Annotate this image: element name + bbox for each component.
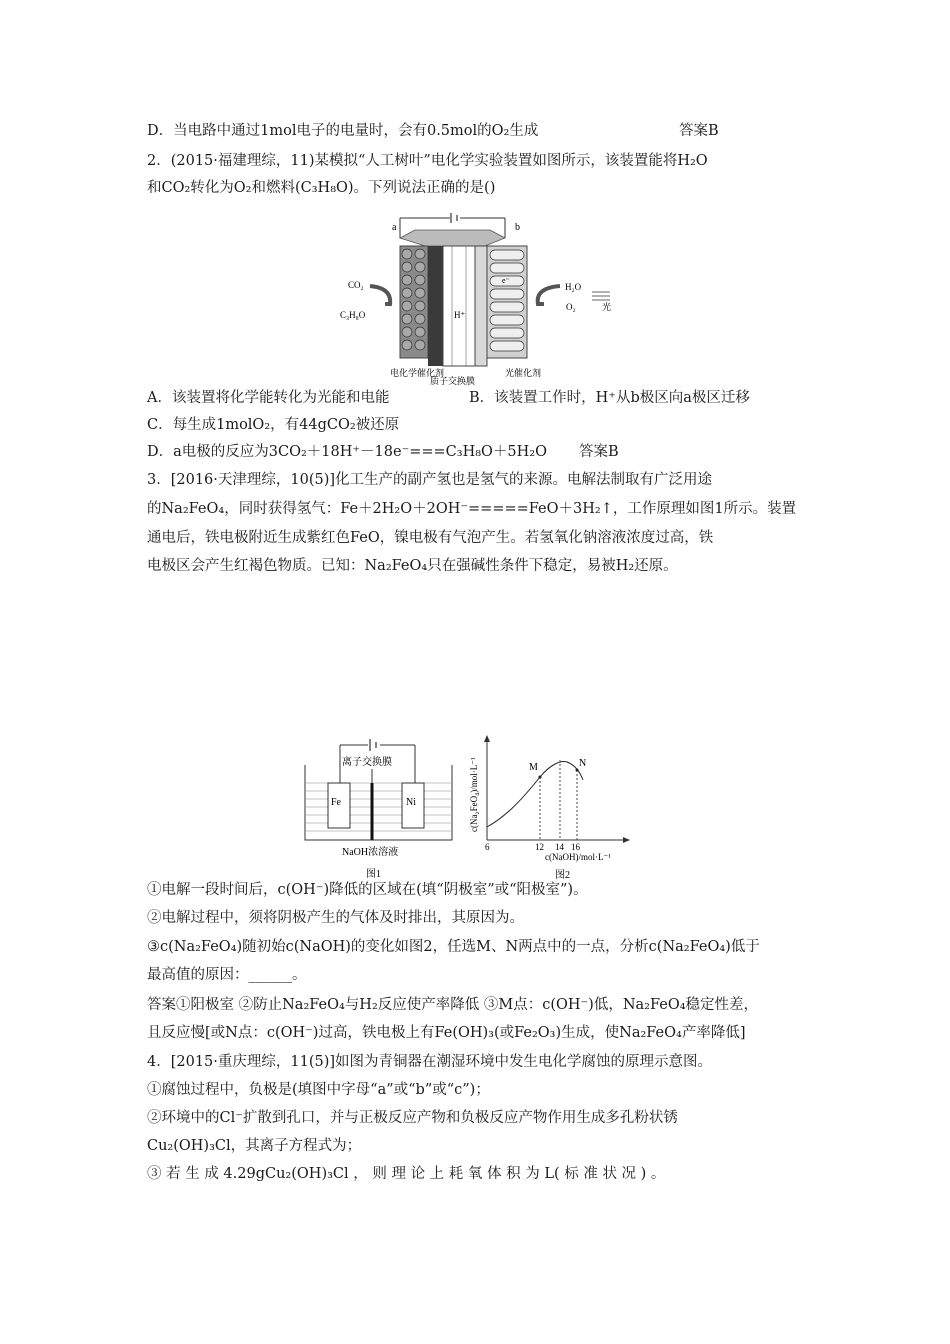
option-d: D．a电极的反应为3CO₂＋18H⁺－18e⁻===C₃H₈O＋5H₂O [147,444,547,460]
fig2-point-m: M [529,762,538,773]
option-d-prev: D．当电路中通过1mol电子的电量时，会有0.5mol的O₂生成 [147,123,539,139]
q3-stem-3: 通电后，铁电极附近生成紫红色FeO，镍电极有气泡产生。若氢氧化钠溶液浓度过高，铁 [147,530,714,546]
q4-sub1: ①腐蚀过程中，负极是(填图中字母“a”或“b”或“c”)； [147,1082,490,1098]
q3-stem-2: 的Na₂FeO₄，同时获得氢气：Fe＋2H₂O＋2OH⁻=====FeO＋3H₂↑，工作原理如图1所示。装置 [147,501,797,517]
fig2-caption: 图2 [555,870,570,881]
q2-stem-2: 和CO₂转化为O₂和燃料(C₃H₈O)。下列说法正确的是() [147,180,496,196]
answer-q2: 答案B [579,444,619,460]
q4-sub3: ③ 若 生 成 4.29gCu₂(OH)₃Cl ， 则 理 论 上 耗 氧 体 积 为 L( 标 准 状 况 ) 。 [147,1166,666,1182]
label-o2: O₂ [566,302,576,312]
label-eminus: e⁻ [502,276,510,285]
option-a: A．该装置将化学能转化为光能和电能 [147,390,390,406]
label-cat-right: 光催化剂 [505,368,542,378]
fig1-electrolysis [300,735,460,883]
label-a: a [392,222,397,233]
fig2-tick-14: 14 [555,842,564,852]
label-cat-left: 电化学催化剂 [390,368,445,378]
q3-sub3-a: ③c(Na₂FeO₄)随初始c(NaOH)的变化如图2，任选M、N两点中的一点，分析c(Na₂FeO₄)低于 [147,939,760,955]
q4-sub2-b: Cu₂(OH)₃Cl，其离子方程式为； [147,1138,362,1154]
option-c: C．每生成1molO₂，有44gCO₂被还原 [147,417,400,433]
label-c3h8o: C₃H₈O [340,310,366,320]
q3-stem-1: 3．[2016·天津理综，10(5)]化工生产的副产氢也是氢气的来源。电解法制取有广泛用途 [147,472,713,488]
fig1-caption: 图1 [366,869,381,880]
fig2-tick-12: 12 [535,842,544,852]
q3-answer-2: 且反应慢[或N点：c(OH⁻)过高，铁电极上有Fe(OH)₃(或Fe₂O₃)生成，使Na₂FeO₄产率降低] [147,1025,746,1041]
label-b: b [515,222,520,233]
fig2-tick-16: 16 [571,842,580,852]
q4-sub2-a: ②环境中的Cl⁻扩散到孔口，并与正极反应产物和负极反应产物作用生成多孔粉状锈 [147,1110,678,1126]
label-hplus: H⁺ [454,310,466,320]
fig2-point-n: N [579,758,587,769]
fig1-ni: Ni [406,797,416,808]
artificial-leaf-figure [330,208,630,386]
fig1-solution: NaOH浓溶液 [342,847,399,858]
q3-answer-1: 答案①阳极室 ②防止Na₂FeO₄与H₂反应使产率降低 ③M点：c(OH⁻)低，Na₂FeO₄稳定性差， [147,997,759,1013]
q4-stem: 4．[2015·重庆理综，11(5)]如图为青铜器在潮湿环境中发生电化学腐蚀的原理示意图。 [147,1054,713,1070]
option-b: B．该装置工作时，H⁺从b极区向a极区迁移 [469,390,750,406]
answer-prev: 答案B [679,123,719,139]
fig1-fe: Fe [331,797,341,808]
q3-stem-4: 电极区会产生红褐色物质。已知：Na₂FeO₄只在强碱性条件下稳定，易被H₂还原。 [147,558,678,574]
fig1-membrane-label: 离子交换膜 [342,757,392,768]
fig2-ylabel: c(Na₂FeO₄)/mol·L⁻¹ [469,757,479,832]
q3-sub1: ①电解一段时间后，c(OH⁻)降低的区域在(填“阴极室”或“阳极室”)。 [147,882,588,898]
q3-sub3-b: 最高值的原因：______。 [147,967,307,983]
fig2-tick-6: 6 [485,842,490,852]
label-co2: CO₂ [348,280,364,290]
q2-stem-1: 2．(2015·福建理综，11)某模拟“人工树叶”电化学实验装置如图所示，该装置能将H₂O [147,153,708,169]
fig2-xlabel: c(NaOH)/mol·L⁻¹ [545,852,611,862]
label-light: 光 [602,302,612,312]
fig2-curve [465,732,650,882]
label-h2o: H₂O [565,282,582,292]
q3-sub2: ②电解过程中，须将阴极产生的气体及时排出，其原因为。 [147,910,524,926]
label-membrane: 质子交换膜 [430,376,476,386]
